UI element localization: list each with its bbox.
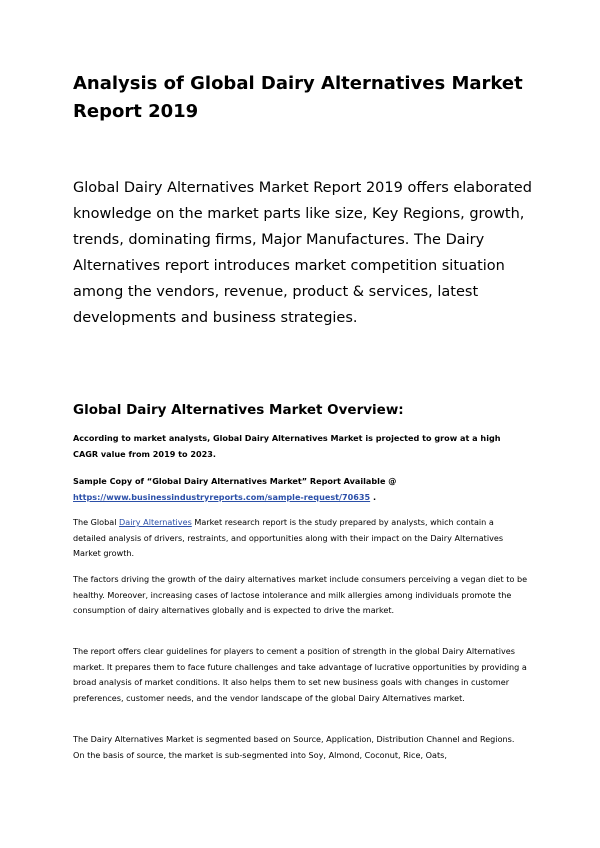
sample-copy-suffix: . <box>370 491 377 502</box>
document-title: Analysis of Global Dairy Alternatives Market Report 2019 <box>73 73 523 122</box>
guidelines-paragraph: The report offers clear guidelines for players to cement a position of strength in the global Dairy Alternatives market. It prepares them to face future challenges and take advantage of lucrative opportunities by providing a broad analysis of market conditions. It also helps them to set new business goals with changes in customer preferences, customer needs, and the vendor landscape of the global Dairy Alternatives market. <box>73 646 527 703</box>
analyst-statement: According to market analysts, Global Dairy Alternatives Market is projected to grow at a high CAGR value from 2019 to 2023. <box>73 433 501 459</box>
intro-paragraph: Global Dairy Alternatives Market Report 2019 offers elaborated knowledge on the market parts like size, Key Regions, growth, trends, dominating firms, Major Manufactures. The Dairy Alternatives report introduces market competition situation among the vendors, revenue, product & services, latest developments and business strategies. <box>73 180 532 326</box>
sample-copy-paragraph <box>73 474 528 505</box>
para1-suffix: Market research report is the study prepared by analysts, which contain a detailed analysis of drivers, restraints, and opportunities along with their impact on the Dairy Alternatives Market growth. <box>73 517 504 559</box>
dairy-alternatives-link[interactable]: Dairy Alternatives <box>119 517 192 527</box>
segmentation-paragraph: The Dairy Alternatives Market is segmented based on Source, Application, Distribution Channel and Regions. On the basis of source, the market is sub-segmented into Soy, Almond, Coconut, Rice, Oats, <box>73 734 515 760</box>
sample-copy-label: Sample Copy of “Global Dairy Alternatives Market” Report Available @ <box>73 476 397 486</box>
overview-heading: Global Dairy Alternatives Market Overview: <box>73 402 404 418</box>
sample-request-link[interactable]: https://www.businessindustryreports.com/sample-request/70635 <box>73 491 371 502</box>
growth-factors-paragraph: The factors driving the growth of the dairy alternatives market include consumers perceiving a vegan diet to be healthy. Moreover, increasing cases of lactose intolerance and milk allergies among individuals promote the consumption of dairy alternatives globally and is expected to drive the market. <box>73 574 528 616</box>
para1-prefix: The Global <box>73 517 120 527</box>
report-description-paragraph <box>73 515 528 562</box>
